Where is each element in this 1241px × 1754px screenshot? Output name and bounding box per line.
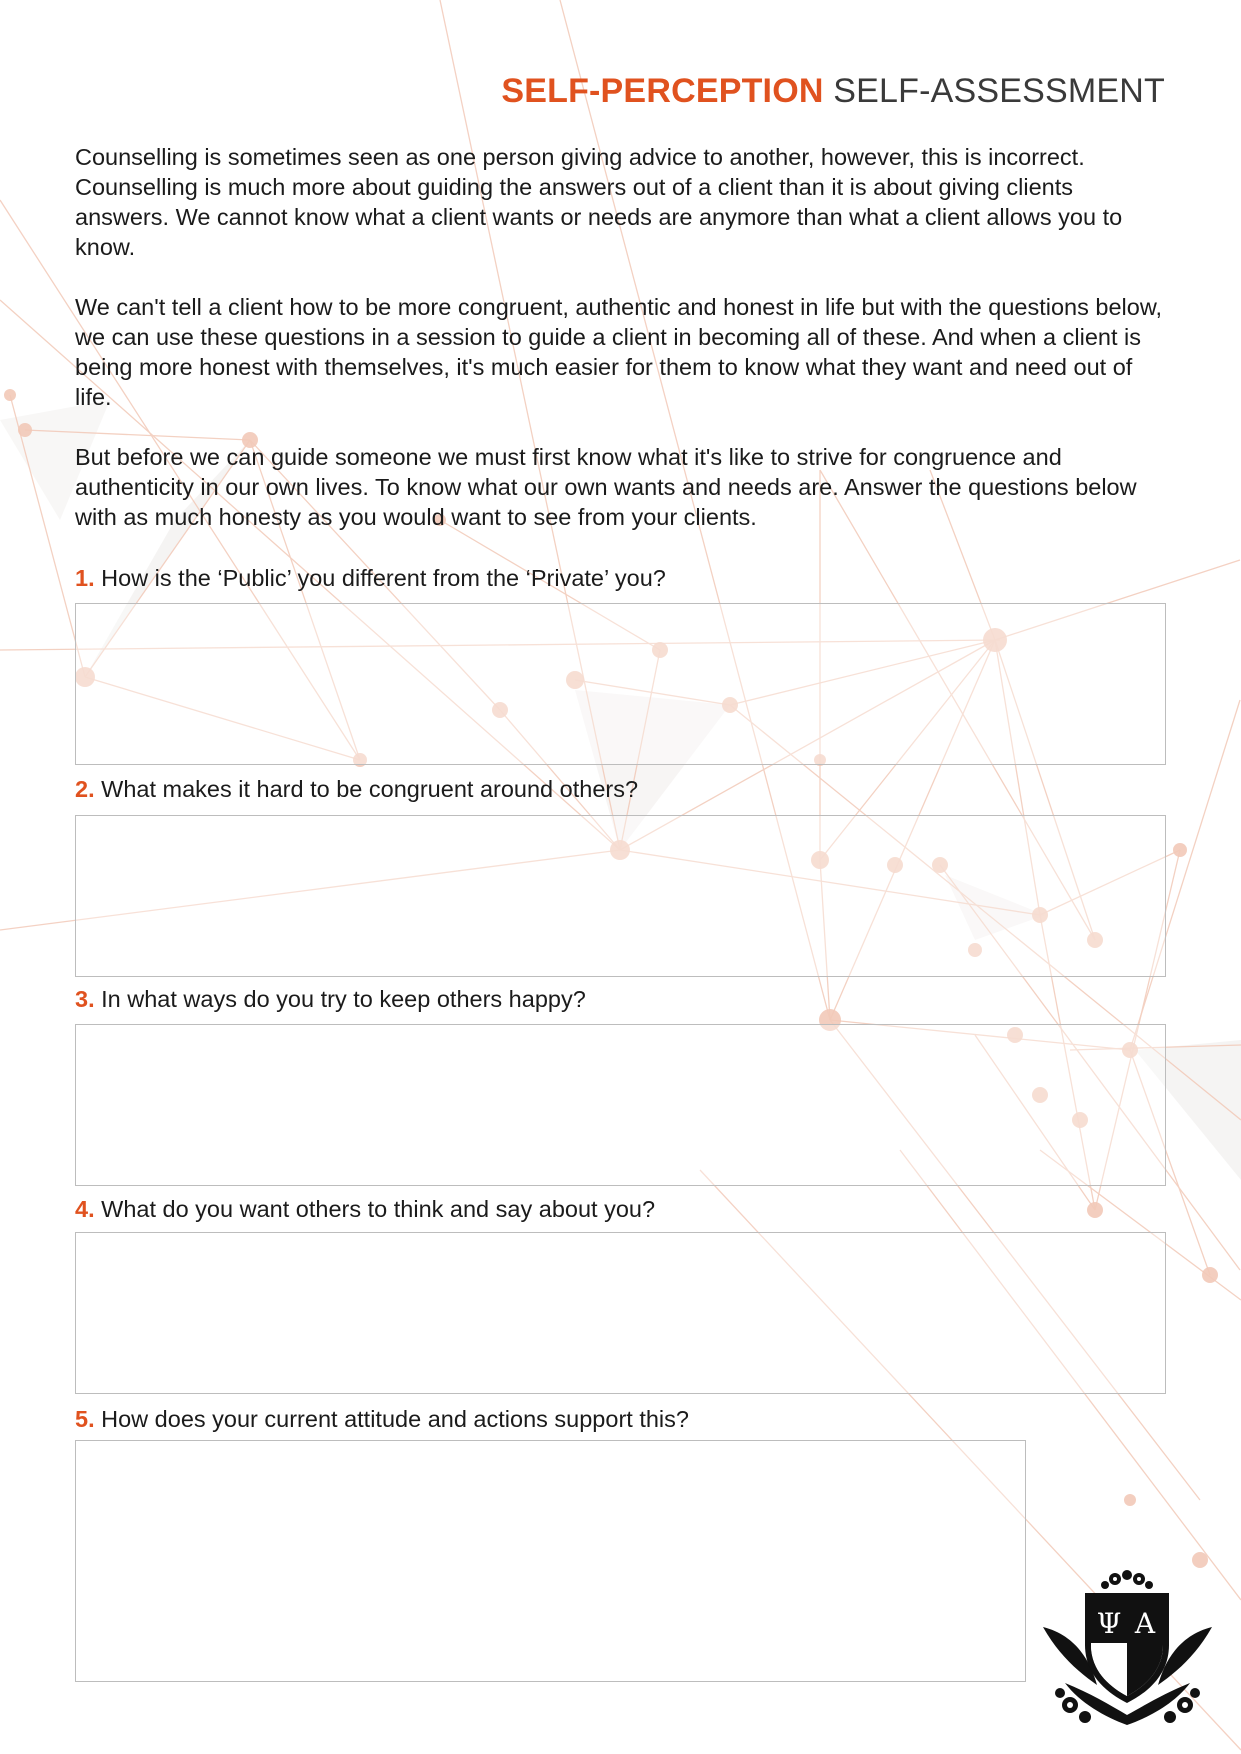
question-4 (75, 1194, 655, 1224)
question-label (75, 1194, 655, 1224)
crest-logo (1035, 1565, 1220, 1730)
question-text: How does your current attitude and actions support this? (101, 1406, 689, 1432)
answer-box-5[interactable] (75, 1440, 1026, 1682)
intro-paragraph: We can't tell a client how to be more congruent, authentic and honest in life but with the questions below, we can use these questions in a session to guide a client in becoming all of these. And when a client is being more honest with themselves, it's much easier for them to know what they want and need out of life. (75, 294, 1163, 410)
answer-box-1[interactable] (75, 603, 1166, 765)
intro-paragraph: Counselling is sometimes seen as one person giving advice to another, however, this is incorrect. Counselling is much more about guiding the answers out of a client than it is about giving clients answers. We cannot know what a client wants or needs are anymore than what a client allows you to know. (75, 144, 1123, 260)
crest-letter-psi: Ψ (1096, 1607, 1122, 1640)
intro-text (75, 142, 1167, 562)
question-text: In what ways do you try to keep others happy? (101, 986, 586, 1012)
question-label (75, 1404, 689, 1434)
question-text: What makes it hard to be congruent around others? (101, 776, 639, 802)
question-label (75, 774, 638, 804)
question-2 (75, 774, 638, 804)
question-number: 3. (75, 986, 95, 1012)
question-text: How is the ‘Public’ you different from the ‘Private’ you? (101, 565, 666, 591)
question-number: 4. (75, 1196, 95, 1222)
intro-paragraph: But before we can guide someone we must first know what it's like to strive for congruence and authenticity in our own lives. To know what our own wants and needs are. Answer the questions below with as much honesty as you would want to see from your clients. (75, 444, 1137, 530)
question-number: 5. (75, 1406, 95, 1432)
answer-box-3[interactable] (75, 1024, 1166, 1186)
question-number: 2. (75, 776, 95, 802)
question-1 (75, 563, 666, 593)
question-5 (75, 1404, 689, 1434)
question-3 (75, 984, 586, 1014)
answer-box-4[interactable] (75, 1232, 1166, 1394)
question-number: 1. (75, 565, 95, 591)
crest-letter-a: A (1134, 1607, 1156, 1640)
question-label (75, 563, 666, 593)
page-title (501, 72, 1165, 111)
answer-box-2[interactable] (75, 815, 1166, 977)
question-text: What do you want others to think and say about you? (101, 1196, 656, 1222)
question-label (75, 984, 586, 1014)
page-title-rest: SELF-ASSESSMENT (833, 72, 1165, 110)
page-title-accent: SELF-PERCEPTION (501, 72, 824, 110)
